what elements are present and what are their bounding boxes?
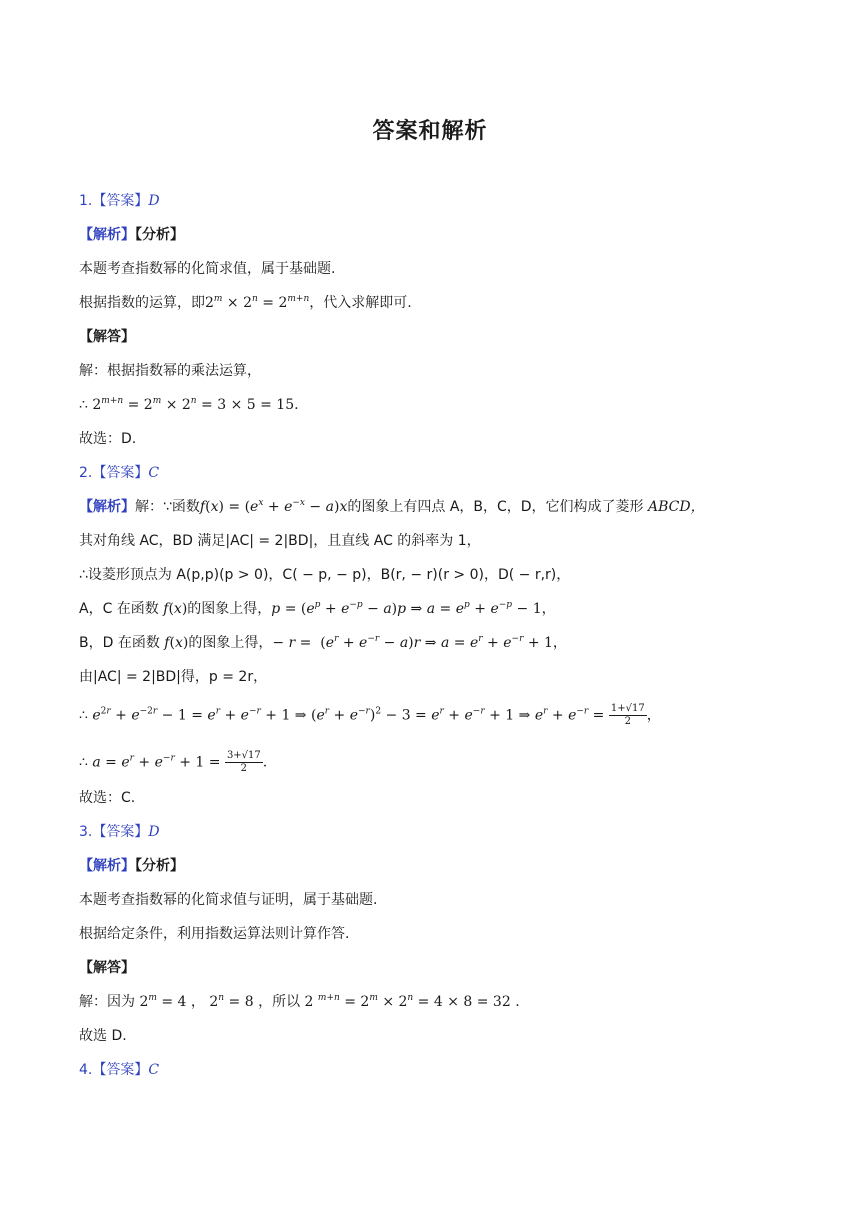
- jieda-text: ，所以: [258, 994, 301, 1010]
- analysis-line: [79, 599, 556, 619]
- fenxi-text: 本题考查指数幂的化简求值与证明，属于基础题.: [79, 892, 378, 908]
- analysis-text: 的图象上得，: [188, 635, 273, 651]
- choose-text: 故选：D.: [79, 431, 137, 447]
- jieda-tag: 【解答】: [79, 329, 135, 345]
- jieda-formula: ∴ $2^{m+n} = 2^m \times 2^n = 3 \times 5 = 15$.: [79, 396, 299, 413]
- analysis-tag: 【解析】: [79, 858, 135, 874]
- fenxi-text-part: 根据指数的运算，即: [79, 295, 205, 311]
- analysis-line: [79, 497, 705, 517]
- analysis-text: A，C 在函数: [79, 601, 159, 617]
- fraction: [609, 703, 647, 728]
- fenxi-tag: 【分析】: [135, 227, 184, 243]
- fenxi-text-part: ，代入求解即可.: [309, 295, 412, 311]
- formula: − $r = (e^r + e^{-r} - a)r$ ⇒ $a = e^r + e^{-r} + 1$，: [272, 634, 567, 651]
- analysis-text: ABCD，: [648, 499, 705, 515]
- fraction-numerator: 1+√17: [610, 703, 645, 714]
- analysis-heading-1: [79, 225, 184, 245]
- analysis-text: 解：∵函数: [135, 499, 200, 515]
- analysis-text: B，D 在函数: [79, 635, 160, 651]
- analysis-text: 的图象上得，: [187, 601, 272, 617]
- jieda-line: [79, 992, 520, 1012]
- fraction: [225, 750, 263, 775]
- analysis-formula: ∴ $e^{2r} + e^{-2r} - 1 = e^r + e^{-r} + 1$ ⇒ $(e^r + e^{-r})^2 - 3 = e^r + e^{-r} + 1$ ⇒ $e^r + e^{-r}$ = $\frac{1+√17}{2}$ ，: [79, 703, 661, 727]
- analysis-formula: ∴ $a = e^r + e^{-r} + 1$ = $\frac{3+√17}{2}$ .: [79, 750, 268, 774]
- jieda-tag: 【解答】: [79, 960, 135, 976]
- analysis-text: 的图象上有四点: [347, 499, 446, 515]
- fenxi-text: [79, 293, 412, 313]
- jieda-text: 解：因为: [79, 994, 135, 1010]
- answer-tag: 【答案】: [92, 465, 149, 481]
- item-number: 1.: [79, 193, 93, 209]
- fraction-numerator: 3+√17: [226, 750, 261, 761]
- formula: $2^m = 4$ ， $2^n = 8$: [139, 993, 259, 1010]
- formula: f(x): [164, 635, 189, 651]
- fenxi-text: 本题考查指数幂的化简求值，属于基础题.: [79, 261, 336, 277]
- formula: 2 $^{m+n} = 2^m \times 2^n = 4 \times 8 = 32$ .: [304, 993, 520, 1010]
- formula: $p = (e^p + e^{-p} - a)p$ ⇒ $a = e^p + e^{-p} - 1$，: [271, 600, 556, 617]
- item-number: 2.: [79, 465, 93, 481]
- answer-line-1: [79, 191, 160, 211]
- item-number: 4.: [79, 1062, 93, 1078]
- choose-text: 故选：C.: [79, 790, 136, 806]
- answer-line-2: [79, 463, 159, 483]
- fraction-denominator: 2: [624, 716, 631, 727]
- analysis-tag: 【解析】: [79, 499, 135, 515]
- answer-tag: 【答案】: [92, 193, 149, 209]
- formula: $2^m \times 2^n = 2^{m+n}$: [205, 294, 310, 311]
- answer-value: C: [148, 1062, 160, 1078]
- answer-value: D: [148, 193, 160, 209]
- analysis-text: ∴设菱形顶点为 A(p,p)(p > 0)，C( − p, − p)，B(r, − r)(r > 0)，D( − r,r)，: [79, 567, 571, 583]
- fraction-denominator: 2: [240, 763, 248, 774]
- choose-text: 故选 D.: [79, 1028, 127, 1044]
- analysis-text: 由|AC| = 2|BD|得，p = 2r，: [79, 669, 268, 685]
- answer-tag: 【答案】: [92, 824, 149, 840]
- fenxi-text: 根据给定条件，利用指数运算法则计算作答.: [79, 926, 350, 942]
- answer-line-3: [79, 822, 160, 842]
- answer-value: C: [148, 465, 160, 481]
- analysis-heading-3: [79, 856, 184, 876]
- analysis-text: 其对角线 AC，BD 满足|AC| = 2|BD|，且直线 AC 的斜率为 1，: [79, 533, 481, 549]
- fenxi-tag: 【分析】: [135, 858, 184, 874]
- analysis-line: [79, 633, 567, 653]
- answer-value: D: [148, 824, 160, 840]
- analysis-tag: 【解析】: [79, 227, 135, 243]
- page-title: 答案和解析: [372, 119, 488, 144]
- analysis-text: A，B，C，D，它们构成了菱形: [449, 499, 644, 515]
- answer-tag: 【答案】: [92, 1062, 149, 1078]
- formula: $f(x) = (e^x + e^{-x} - a)x$: [199, 498, 348, 515]
- item-number: 3.: [79, 824, 93, 840]
- formula: f(x): [163, 601, 188, 617]
- answer-line-4: [79, 1060, 159, 1080]
- jieda-text: 解：根据指数幂的乘法运算，: [79, 363, 261, 379]
